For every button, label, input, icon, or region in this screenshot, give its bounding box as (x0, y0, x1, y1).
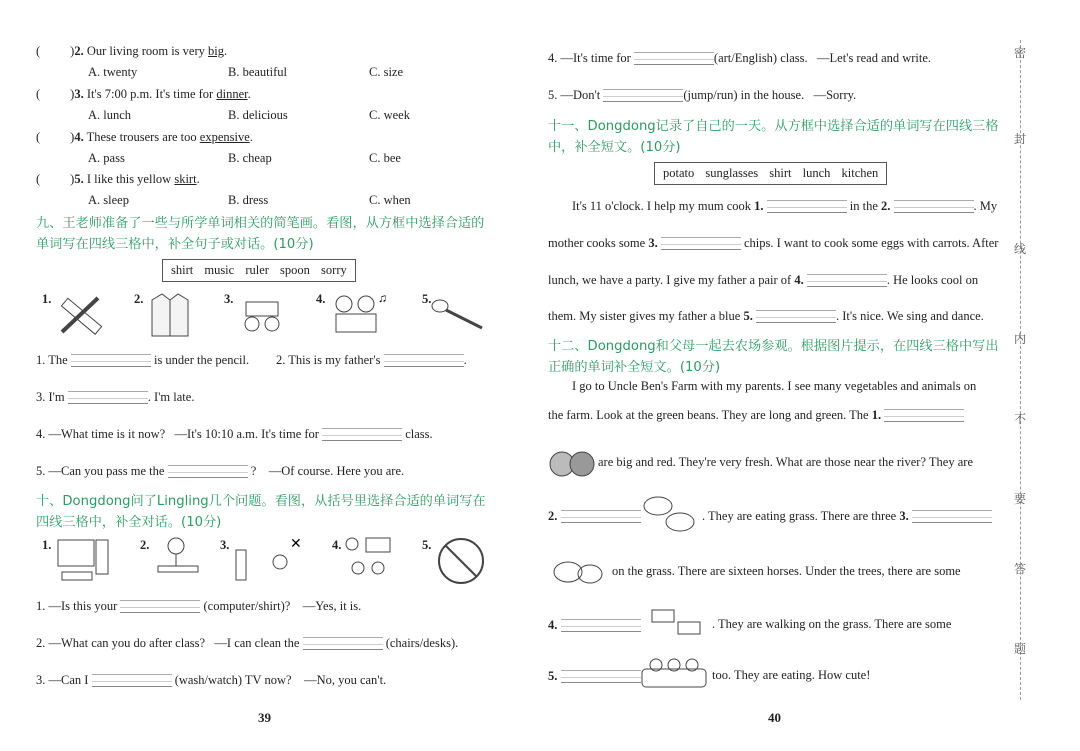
option[interactable]: A. sleep (88, 193, 129, 207)
answer-blank[interactable] (120, 598, 200, 616)
svg-text:✕: ✕ (290, 537, 302, 552)
ruler-pencil-icon (56, 292, 104, 338)
pic-num-3: 3. (224, 292, 234, 306)
people-wheel-icon (238, 292, 286, 338)
pic10-num-1: 1. (42, 538, 52, 552)
computer-icon (56, 536, 112, 586)
sheep-icon (640, 492, 702, 536)
answer-blank[interactable] (756, 308, 836, 326)
word-box-9: shirt music ruler spoon sorry (162, 259, 356, 282)
question-row: ( )5. I like this yellow skirt. (36, 172, 200, 186)
p12-line3: are big and red. They're very fresh. What are those near the river? They are (598, 455, 973, 469)
question-row: ( )3. It's 7:00 p.m. It's time for dinner. (36, 87, 251, 101)
ducks-icon (640, 655, 710, 691)
section-10-title: 十、Dongdong问了Lingling几个问题。看图，从括号里选择合适的单词写在四线三格中，补全对话。(10分) (36, 494, 486, 530)
s9-line2: 2. This is my father's . (276, 352, 467, 370)
answer-blank[interactable] (561, 617, 641, 635)
option[interactable]: B. cheap (228, 151, 272, 165)
page-number-left: 39 (258, 710, 271, 725)
r-line4: 4. —It's time for (art/English) class. —Let's read and write. (548, 50, 931, 68)
shirt-icon (150, 292, 190, 338)
option[interactable]: C. when (369, 193, 411, 207)
seal-char: 题 (1014, 642, 1027, 656)
p12-line7b: too. They are eating. How cute! (712, 668, 871, 682)
pic-num-5: 5. (422, 292, 432, 306)
s9-line3: 3. I'm . I'm late. (36, 389, 194, 407)
answer-blank[interactable] (884, 407, 964, 425)
p12-line4: 2. (548, 508, 641, 526)
p12-line4b: . They are eating grass. There are three 3. (702, 508, 992, 526)
spoon-icon (430, 296, 486, 332)
svg-text:♫: ♫ (378, 291, 387, 305)
seal-char: 密 (1014, 46, 1027, 60)
p11-line1: It's 11 o'clock. I help my mum cook 1. in the 2. . My (572, 198, 997, 216)
singing-kids-icon (330, 290, 390, 338)
option[interactable]: C. bee (369, 151, 401, 165)
pic10-num-4: 4. (332, 538, 342, 552)
class-clock-icon (344, 536, 394, 586)
seal-char: 要 (1014, 492, 1027, 506)
question-row: ( )2. Our living room is very big. (36, 44, 228, 58)
answer-blank[interactable] (71, 352, 151, 370)
pic10-num-5: 5. (422, 538, 432, 552)
pic-num-1: 1. (42, 292, 52, 306)
s9-line1: 1. The is under the pencil. (36, 352, 249, 370)
answer-blank[interactable] (68, 389, 148, 407)
pic10-num-3: 3. (220, 538, 230, 552)
option[interactable]: A. lunch (88, 108, 132, 122)
no-running-icon (436, 536, 486, 586)
answer-blank[interactable] (561, 508, 641, 526)
option[interactable]: B. delicious (228, 108, 288, 122)
option[interactable]: C. size (369, 65, 404, 79)
answer-blank[interactable] (384, 352, 464, 370)
answer-blank[interactable] (92, 672, 172, 690)
answer-blank[interactable] (767, 198, 847, 216)
p12-line7: 5. (548, 668, 641, 686)
answer-blank[interactable] (322, 426, 402, 444)
s10-line1: 1. —Is this your (computer/shirt)? —Yes, it is. (36, 598, 361, 616)
answer-blank[interactable] (634, 50, 714, 68)
answer-blank[interactable] (168, 463, 248, 481)
tv-watching-icon (232, 536, 304, 586)
pic-num-4: 4. (316, 292, 326, 306)
answer-blank[interactable] (303, 635, 383, 653)
answer-blank[interactable] (661, 235, 741, 253)
section-9-title: 九、王老师准备了一些与所学单词相关的简笔画。看图，从方框中选择合适的单词写在四线三格中，补全句子或对话。(10分) (36, 216, 485, 252)
seal-char: 答 (1014, 562, 1027, 576)
seal-char: 线 (1014, 242, 1027, 256)
s9-line5: 5. —Can you pass me the ? —Of course. Here you are. (36, 463, 404, 481)
s9-line4: 4. —What time is it now? —It's 10:10 a.m. It's time for class. (36, 426, 433, 444)
section-11-title: 十一、Dongdong记录了自己的一天。从方框中选择合适的单词写在四线三格中，补全短文。(10分) (548, 119, 999, 155)
p12-line6b: . They are walking on the grass. There are some (712, 617, 952, 631)
answer-blank[interactable] (561, 668, 641, 686)
question-row: ( )4. These trousers are too expensive. (36, 130, 253, 144)
cow-icon (646, 602, 708, 642)
seal-char: 不 (1014, 412, 1027, 426)
p11-line4: them. My sister gives my father a blue 5. . It's nice. We sing and dance. (548, 308, 984, 326)
p12-line6: 4. (548, 617, 641, 635)
section-12-title: 十二、Dongdong和父母一起去农场参观。根据图片提示，在四线三格中写出正确的单词补全短文。(10分) (548, 339, 999, 375)
boy-desk-icon (154, 536, 202, 586)
word-box-11: potato sunglasses shirt lunch kitchen (654, 162, 887, 185)
seal-char: 封 (1014, 132, 1027, 146)
answer-blank[interactable] (912, 508, 992, 526)
option[interactable]: B. dress (228, 193, 269, 207)
pic10-num-2: 2. (140, 538, 150, 552)
s10-line2: 2. —What can you do after class? —I can clean the (chairs/desks). (36, 635, 458, 653)
hen-icon (548, 548, 606, 588)
r-line5: 5. —Don't (jump/run) in the house. —Sorry. (548, 87, 856, 105)
answer-blank[interactable] (807, 272, 887, 290)
option[interactable]: C. week (369, 108, 410, 122)
tomato-icon (548, 448, 596, 480)
p12-line1: I go to Uncle Ben's Farm with my parents. I see many vegetables and animals on (572, 379, 977, 393)
s10-line3: 3. —Can I (wash/watch) TV now? —No, you can't. (36, 672, 386, 690)
seal-char: 内 (1014, 332, 1027, 346)
answer-blank[interactable] (894, 198, 974, 216)
answer-blank[interactable] (603, 87, 683, 105)
option[interactable]: B. beautiful (228, 65, 288, 79)
p11-line3: lunch, we have a party. I give my father a pair of 4. . He looks cool on (548, 272, 978, 290)
pic-num-2: 2. (134, 292, 144, 306)
p12-line5: on the grass. There are sixteen horses. Under the trees, there are some (612, 564, 961, 578)
p12-line2: the farm. Look at the green beans. They are long and green. The 1. (548, 407, 964, 425)
p11-line2: mother cooks some 3. chips. I want to cook some eggs with carrots. After (548, 235, 998, 253)
option[interactable]: A. twenty (88, 65, 138, 79)
option[interactable]: A. pass (88, 151, 125, 165)
page-number-right: 40 (768, 710, 781, 725)
